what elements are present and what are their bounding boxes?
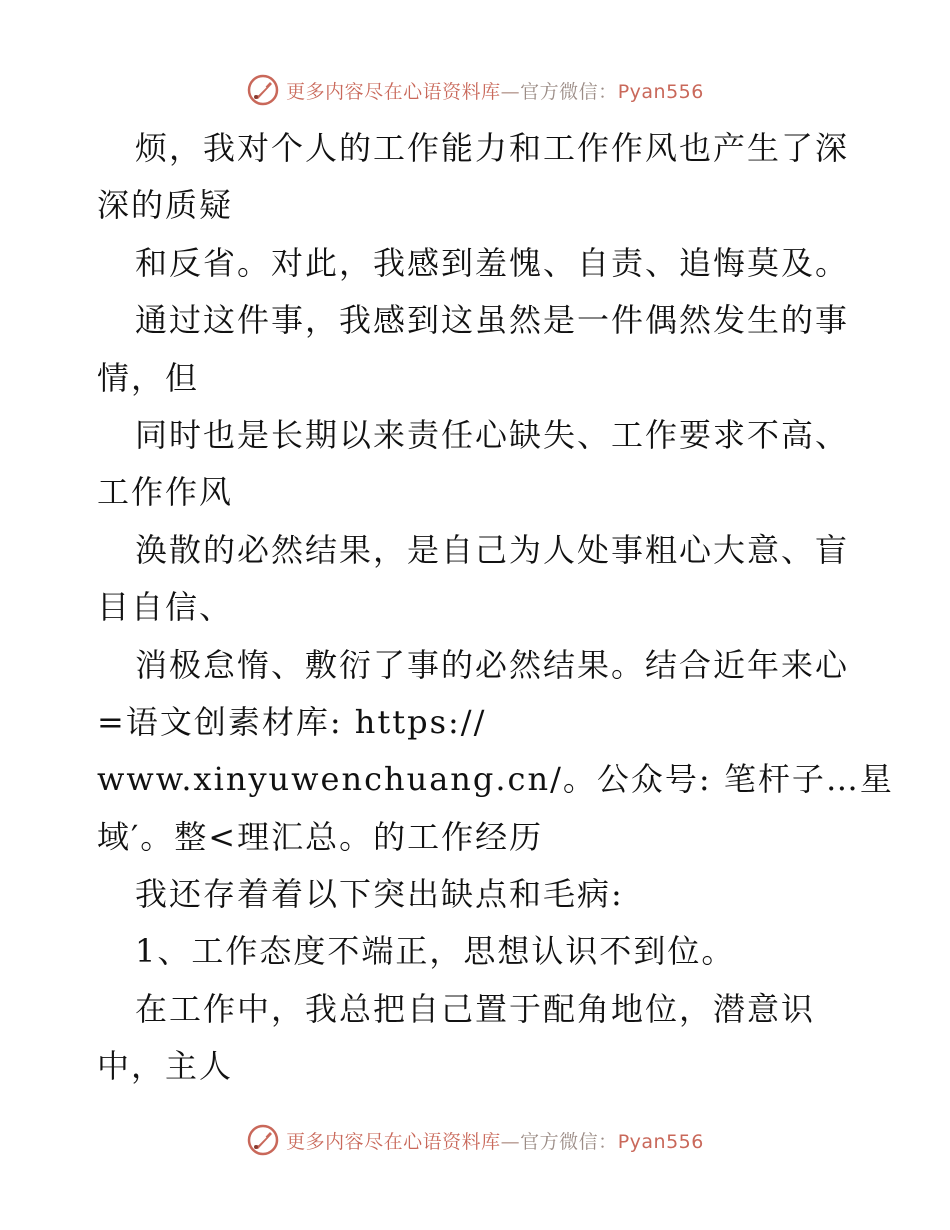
body-line: 在工作中，我总把自己置于配角地位，潜意识: [135, 989, 816, 1028]
header-text: [286, 77, 704, 104]
body-line: 工作作风: [97, 473, 234, 512]
header-wechat-label: 官方微信：: [520, 80, 618, 103]
quill-pen-seal-icon: [246, 73, 280, 107]
footer-wechat-label: 官方微信：: [520, 1130, 618, 1153]
header-wechat-id: Pyan556: [617, 80, 704, 103]
body-line: 域′。整<理汇总。的工作经历: [97, 817, 544, 856]
body-line: 目自信、: [97, 588, 234, 627]
body-line: 涣散的必然结果，是自己为人处事粗心大意、盲: [135, 530, 850, 569]
body-line: 情，但: [97, 358, 200, 397]
body-line: 烦，我对个人的工作能力和工作作风也产生了深: [135, 129, 850, 167]
header-dash: —: [500, 80, 521, 103]
footer-brand: 更多内容尽在心语资料库: [286, 1130, 501, 1153]
body-line: 1、工作态度不端正，思想认识不到位。: [135, 932, 736, 971]
header-brand: 更多内容尽在心语资料库: [286, 80, 501, 103]
body-line: 我还存着着以下突出缺点和毛病:: [135, 875, 624, 914]
body-line: www.xinyuwenchuang.cn/。公众号: 笔杆子…星: [97, 760, 894, 799]
body-line: 和反省。对此，我感到羞愧、自责、追悔莫及。: [135, 243, 850, 282]
quill-pen-seal-icon: [246, 1123, 280, 1157]
body-line: 深的质疑: [97, 186, 234, 225]
footer-text: [286, 1127, 704, 1154]
body-line: 消极怠惰、敷衍了事的必然结果。结合近年来心: [135, 645, 850, 684]
body-line: 中，主人: [97, 1047, 234, 1086]
body-line: 通过这件事，我感到这虽然是一件偶然发生的事: [135, 301, 850, 340]
body-line: =语文创素材库: https://: [97, 702, 487, 741]
footer-wechat-id: Pyan556: [617, 1130, 704, 1153]
document-body: [97, 120, 894, 1096]
footer-dash: —: [500, 1130, 521, 1153]
footer-banner: [0, 1120, 950, 1160]
body-line: 同时也是长期以来责任心缺失、工作要求不高、: [135, 415, 850, 454]
header-banner: [0, 70, 950, 110]
